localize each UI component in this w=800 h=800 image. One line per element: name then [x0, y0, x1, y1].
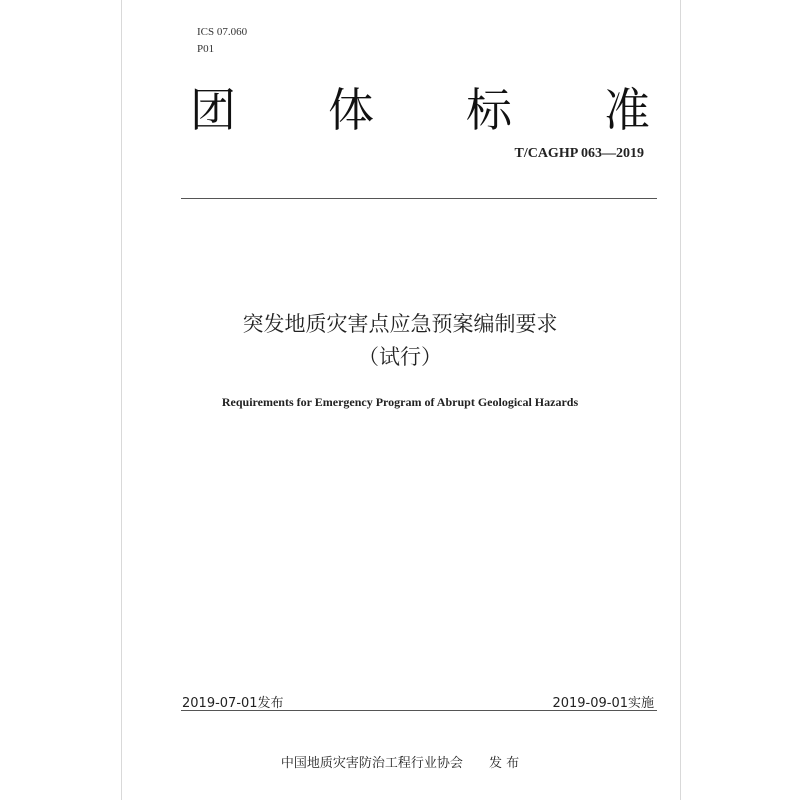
- implementation-date: 2019-09-01实施: [552, 696, 654, 711]
- publisher-line: [121, 752, 679, 771]
- document-title-english: Requirements for Emergency Program of Abrupt Geological Hazards: [221, 395, 579, 409]
- standard-type-title: [190, 80, 650, 140]
- category-code: P01: [197, 43, 215, 55]
- standard-type-char: 体: [328, 83, 374, 137]
- publish-label: 发 布: [488, 756, 520, 771]
- classification-codes: [197, 24, 247, 58]
- publisher-name: 中国地质灾害防治工程行业协会: [280, 756, 463, 771]
- release-date: 2019-07-01发布: [182, 696, 284, 711]
- standard-type-char: 标: [466, 83, 512, 137]
- document-title: 突发地质灾害点应急预案编制要求: [242, 312, 558, 336]
- standard-type-char: 准: [604, 83, 650, 137]
- document-subtitle: （试行）: [358, 345, 442, 369]
- standard-type-char: 团: [190, 83, 236, 137]
- bottom-divider: [181, 710, 657, 711]
- top-divider: [181, 198, 657, 199]
- standard-code: T/CAGHP 063—2019: [514, 146, 644, 161]
- ics-code: ICS 07.060: [197, 26, 248, 38]
